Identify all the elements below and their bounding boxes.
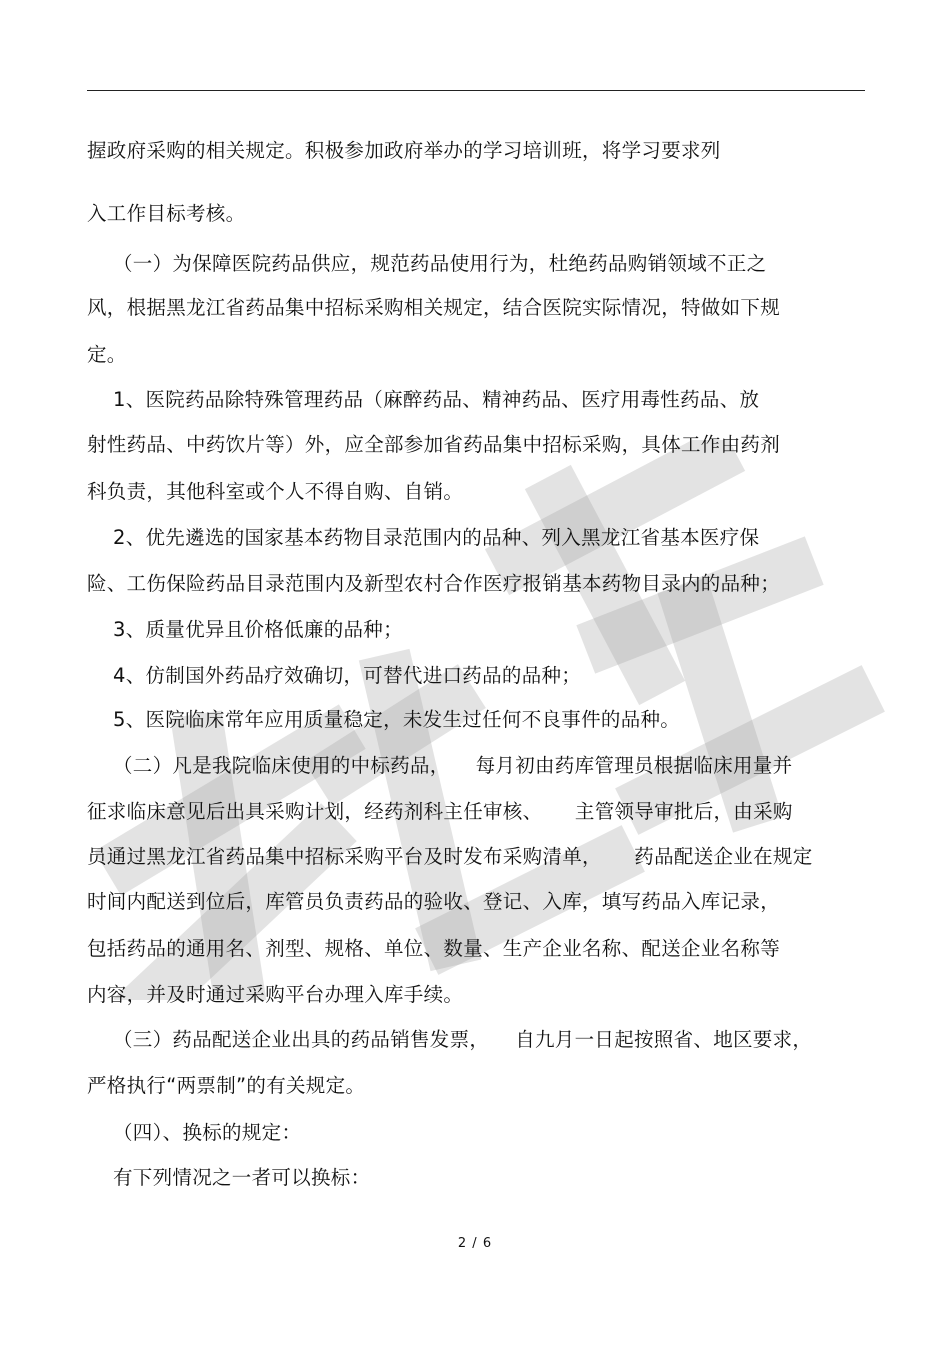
doc-line: 员通过黑龙江省药品集中招标采购平台及时发布采购清单， 药品配送企业在规定 [87, 845, 813, 868]
doc-line: 3、质量优异且价格低廉的品种； [87, 618, 403, 641]
doc-line: 严格执行“两票制”的有关规定。 [87, 1074, 366, 1097]
doc-line: 射性药品、中药饮片等）外，应全部参加省药品集中招标采购，具体工作由药剂 [87, 433, 781, 456]
doc-line: 科负责，其他科室或个人不得自购、自销。 [87, 480, 464, 503]
doc-line: 时间内配送到位后，库管员负责药品的验收、登记、入库，填写药品入库记录， [87, 890, 781, 913]
page-number: 2 / 6 [457, 1236, 493, 1251]
doc-line: 入工作目标考核。 [87, 202, 246, 225]
doc-line: 风，根据黑龙江省药品集中招标采购相关规定，结合医院实际情况，特做如下规 [87, 296, 781, 319]
doc-line: 险、工伤保险药品目录范围内及新型农村合作医疗报销基本药物目录内的品种； [87, 572, 781, 595]
doc-line: 包括药品的通用名、剂型、规格、单位、数量、生产企业名称、配送企业名称等 [87, 937, 781, 960]
doc-line: 内容，并及时通过采购平台办理入库手续。 [87, 983, 464, 1006]
doc-line: 1、医院药品除特殊管理药品（麻醉药品、精神药品、医疗用毒性药品、放 [87, 388, 760, 411]
doc-line: 4、仿制国外药品疗效确切，可替代进口药品的品种； [87, 664, 582, 687]
doc-line: （三）药品配送企业出具的药品销售发票， 自九月一日起按照省、地区要求， [87, 1028, 813, 1051]
doc-line: 定。 [87, 343, 127, 366]
doc-line: 征求临床意见后出具采购计划，经药剂科主任审核、 主管领导审批后，由采购 [87, 800, 793, 823]
doc-line: 握政府采购的相关规定。积极参加政府举办的学习培训班，将学习要求列 [87, 139, 721, 162]
doc-line: （二）凡是我院临床使用的中标药品， 每月初由药库管理员根据临床用量并 [87, 754, 793, 777]
doc-line: （四）、换标的规定： [87, 1121, 302, 1144]
doc-line: 有下列情况之一者可以换标： [87, 1166, 371, 1189]
doc-line: （一）为保障医院药品供应，规范药品使用行为，杜绝药品购销领域不正之 [87, 252, 767, 275]
doc-line: 5、医院临床常年应用质量稳定，未发生过任何不良事件的品种。 [87, 708, 681, 731]
doc-line: 2、优先遴选的国家基本药物目录范围内的品种、列入黑龙江省基本医疗保 [87, 526, 760, 549]
header-rule [87, 90, 865, 91]
